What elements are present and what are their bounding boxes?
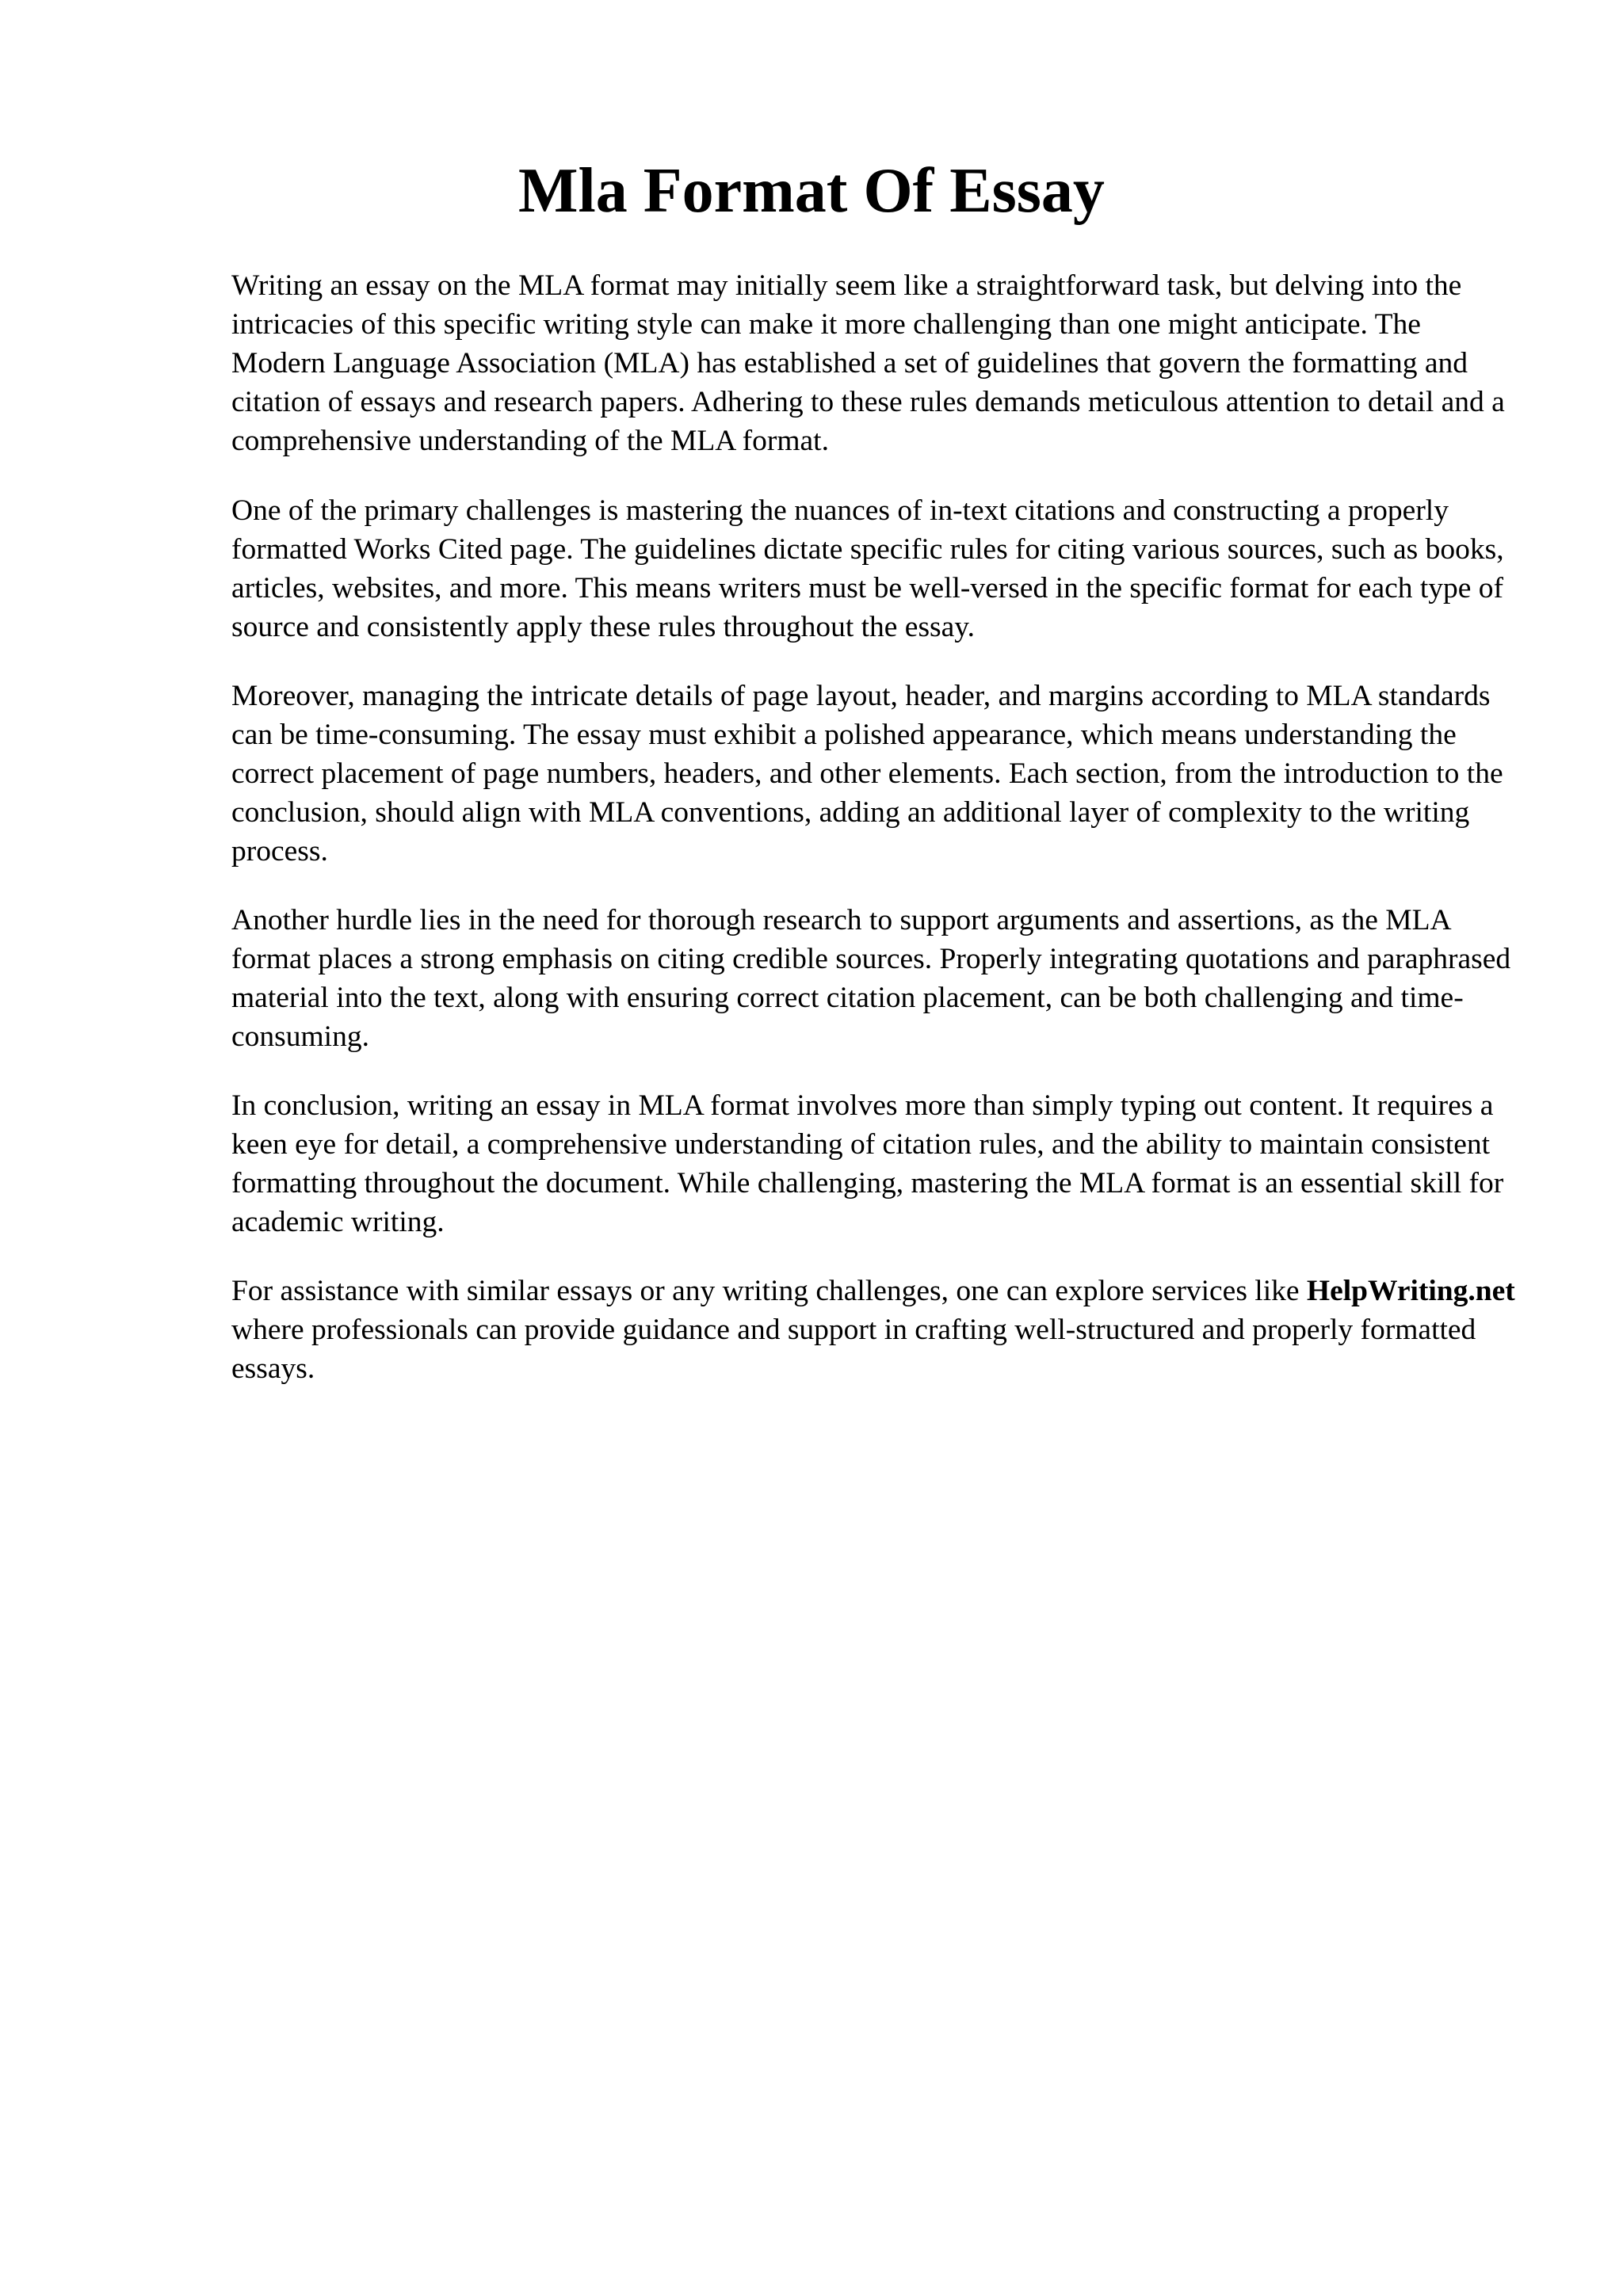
- paragraph-conclusion: In conclusion, writing an essay in MLA format involves more than simply typing out content. It requires a keen eye for detail, a comprehensive understanding of citation rules, and the ability to maintain consistent formatting throughout the document. While challenging, mastering the MLA format is an essential skill for academic writing.: [231, 1089, 1504, 1238]
- paragraph-layout: Moreover, managing the intricate details of page layout, header, and margins according to MLA standards can be time-consuming. The essay must exhibit a polished appearance, which means understanding the correct placement of page numbers, headers, and other elements. Each section, from the introduction to the conclusion, should align with MLA conventions, adding an additional layer of complexity to the writing process.: [231, 680, 1503, 868]
- brand-name: HelpWriting.net: [1306, 1275, 1515, 1307]
- essay-body: [231, 266, 1515, 1418]
- page-title: Mla Format Of Essay: [518, 156, 1105, 226]
- paragraph-citations: One of the primary challenges is mastering the nuances of in-text citations and constructing a properly formatted Works Cited page. The guidelines dictate specific rules for citing various sources, such as books, articles, websites, and more. This means writers must be well-versed in the specific format for each type of source and consistently apply these rules throughout the essay.: [231, 494, 1504, 643]
- paragraph-intro: Writing an essay on the MLA format may initially seem like a straightforward task, but delving into the intricacies of this specific writing style can make it more challenging than one might anticipate. The Modern Language Association (MLA) has established a set of guidelines that govern the formatting and citation of essays and research papers. Adhering to these rules demands meticulous attention to detail and a comprehensive understanding of the MLA format.: [231, 269, 1505, 457]
- closing-rest-text: where professionals can provide guidance and support in crafting well-structured and properly formatted essays.: [231, 1314, 1476, 1385]
- closing-lead-text: For assistance with similar essays or any writing challenges, one can explore services like: [231, 1275, 1307, 1307]
- paragraph-closing: [231, 1272, 1515, 1388]
- paragraph-research: Another hurdle lies in the need for thorough research to support arguments and assertions, as the MLA format places a strong emphasis on citing credible sources. Properly integrating quotations and paraphrased material into the text, along with ensuring correct citation placement, can be both challenging and time-consuming.: [231, 904, 1511, 1053]
